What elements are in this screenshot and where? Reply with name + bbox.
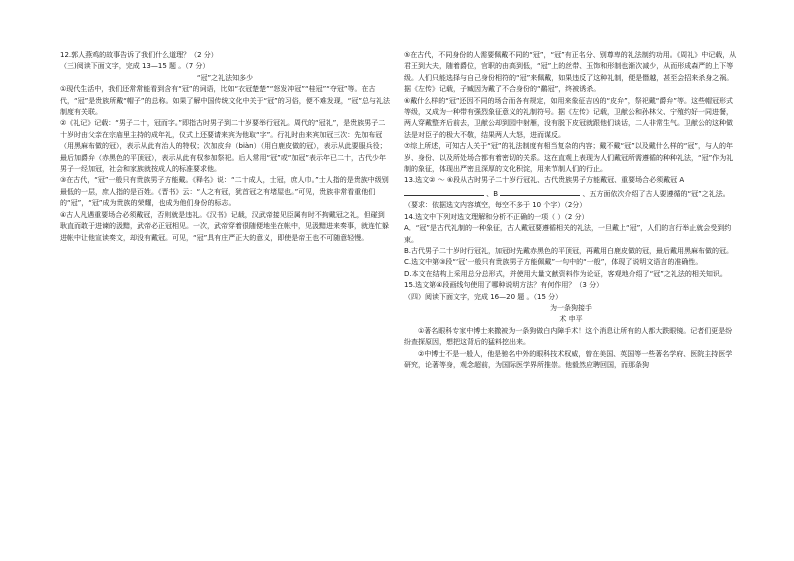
question-13-part-c: 、五方面依次介绍了古人要遵循的“冠”之礼法。（要求：依据选文内容填空，每空不多于 10 个字）（2分） <box>404 189 730 210</box>
question-13 <box>404 175 738 211</box>
paragraph-6: ⑥戴什么样的“冠”还因不同的场合而各有规定，如用来象征吉凶的“皮弁”，祭祀戴“爵弁”等。这些帽冠形式等级，又成为一种带有强烈象征意义的礼制符号。据《左传》记载，卫献公和孙林父、宁殖约好一同进餐，两人穿戴整齐后前去，卫献公却到园中射雁，没有脱下皮冠就跟他们谈话，二人非常生气。卫献公的这种做法是对臣子的极大不敬，结果两人大怒，进而谋反。 <box>404 96 734 139</box>
paragraph-4: ④古人凡遇重要场合必须戴冠，否则就是违礼。《汉书》记载，汉武帝接见臣属有时不拘戴冠之礼，但碰到耿直而敢于进谏的汲黯，武帝必正冠相见。一次，武帝穿着很随便地坐在帐中，见汲黯进来奏事，就连忙躲进帐中让他宣读奏文，却没有戴冠。可见，“冠”具有庄严正大的意义，即使是帝王也不可随意轻慢。 <box>60 210 389 242</box>
paragraph-2: ②《礼记》记载：“男子二十，冠而字。”即指古时男子到二十岁要举行冠礼。周代的“冠礼”，是贵族男子二十岁时由父亲在宗庙里主持的成年礼，仪式上还要请来宾为他取“字”。行礼时由来宾加冠三次：先加布冠（用黑麻布做的冠），表示从此有治人的特权；次加皮弁（biàn）（用白鹿皮做的冠），表示从此要服兵役；最后加爵弁（赤黑色的平顶冠），表示从此有权参加祭祀。后人常用“冠”或“加冠”表示年已二十，古代少年男子一经加冠，社会和家族就按成人的标准要求他。 <box>60 119 387 174</box>
question-15: 15.选文第④段画线句使用了哪种说明方法？有何作用？（3 分） <box>404 281 604 290</box>
paragraph-5: ⑤在古代，不同身份的人需要佩戴不同的“冠”，“冠”有正名分、别尊卑的礼法制约功用。《周礼》中记载，从君王到大夫，随着爵位，官职的由高到低，“冠”上的丝带、玉饰和形制也渐次减少，从而形成森严的上下等级。人们只能选择与自己身份相符的“冠”来佩戴，如果违反了这种礼制，便是僭越，甚至会招来杀身之祸。据《左传》记载，子臧因为戴了不合身份的“鹬冠”，终被诱杀。 <box>404 51 737 94</box>
article-2-paragraph-1: ①著名眼科专家中博士来撒被为一条狗做白内障手术！这个消息让所有的人都大跌眼镜。记者们更是纷纷查探原因，想把这背后的猛料挖出来。 <box>404 326 733 347</box>
right-column <box>404 50 738 371</box>
question-14-option-a: A．“冠”是古代礼制的一种象征，古人戴冠要遵循相关的礼法，一旦戴上“冠”，人们的言行举止就会受到约束。 <box>404 224 732 244</box>
answer-blank-a[interactable] <box>404 187 484 196</box>
question-14: 14.选文中下列对选文理解和分析不正确的一项（ ）（2 分） <box>404 212 589 221</box>
question-14-option-b: B.古代男子二十岁时行冠礼，加冠时先戴赤黑色的平顶冠，再戴用白鹿皮做的冠，最后戴用黑麻布做的冠。 <box>404 246 734 255</box>
paragraph-1: ①现代生活中，我们还常常能看到含有“冠”的词语，比如“衣冠楚楚”“怒发冲冠”“桂冠”“夺冠”等。在古代，“冠”是贵族所戴“帽子”的总称。如果了解中国传统文化中关于“冠”的习俗，便不难发现，“冠”总与礼法制度有关联。 <box>60 85 391 117</box>
question-13-part-b: 、B <box>486 189 499 198</box>
article-2-title: 为一条狗接手 <box>550 303 592 312</box>
question-14-option-c: C.选文中第③段“‘冠’一般只有贵族男子方能佩戴”一句中的“一般”，体现了说明文语言的准确性。 <box>404 258 703 267</box>
question-14-option-d: D.本文在结构上采用总分总形式，并使用大量文献资料作为论证，客观地介绍了“冠”之礼法的相关知识。 <box>404 269 727 278</box>
question-12: 12.郭人燕鸡的故事告诉了我们什么道理？（2 分） <box>60 51 218 59</box>
paragraph-7: ⑦综上所述，可知古人关于“冠”的礼法制度有相当复杂的内容；戴不戴“冠”以及戴什么样的“冠”，与人的年岁、身份、以及所处场合都有着密切的关系。这在直观上表现为人们戴冠所需遵循的种种礼法，“冠”作为礼制的象征，体现出严密且深厚的文化积淀，用来节制人们的行止。 <box>404 142 734 174</box>
answer-blank-b[interactable] <box>500 187 580 196</box>
section-3-intro: （三)阅读下面文字，完成 13—15 题 。（7 分） <box>60 62 210 71</box>
article-2-paragraph-2: ②中博士不是一般人，他是驰名中外的眼科技术权威，曾在美国、英国等一些著名学府、医院主持医学研究，论著等身，观念超前，为国际医学界所推崇。他毅然应聘回国，而那条狗 <box>404 349 733 369</box>
article-title: “冠”之礼法知多少 <box>196 73 254 82</box>
section-4-intro: （四）阅读下面文字，完成 16—20 题 。（15 分） <box>404 292 563 301</box>
article-2-author: 术 申平 <box>559 315 583 324</box>
left-column <box>60 50 390 244</box>
paragraph-3: ③在古代，“冠”一般只有贵族男子方能戴。《释名》说：“二十成人，士冠，庶人巾。”士人指的是贵族中级别最低的一层，庶人指的是百姓。《晋书》云：“人之有冠，犹首冠之有堵屋也。”可见，贵族非常看重他们的“冠”，“冠”成为贵族的荣耀，也成为他们身份的标志。 <box>60 176 389 208</box>
question-13-part-a: 13.选文② ～ ⑥段从古时男子二十岁行冠礼、古代贵族男子方能戴冠、重要场合必须戴冠 A <box>404 176 685 185</box>
